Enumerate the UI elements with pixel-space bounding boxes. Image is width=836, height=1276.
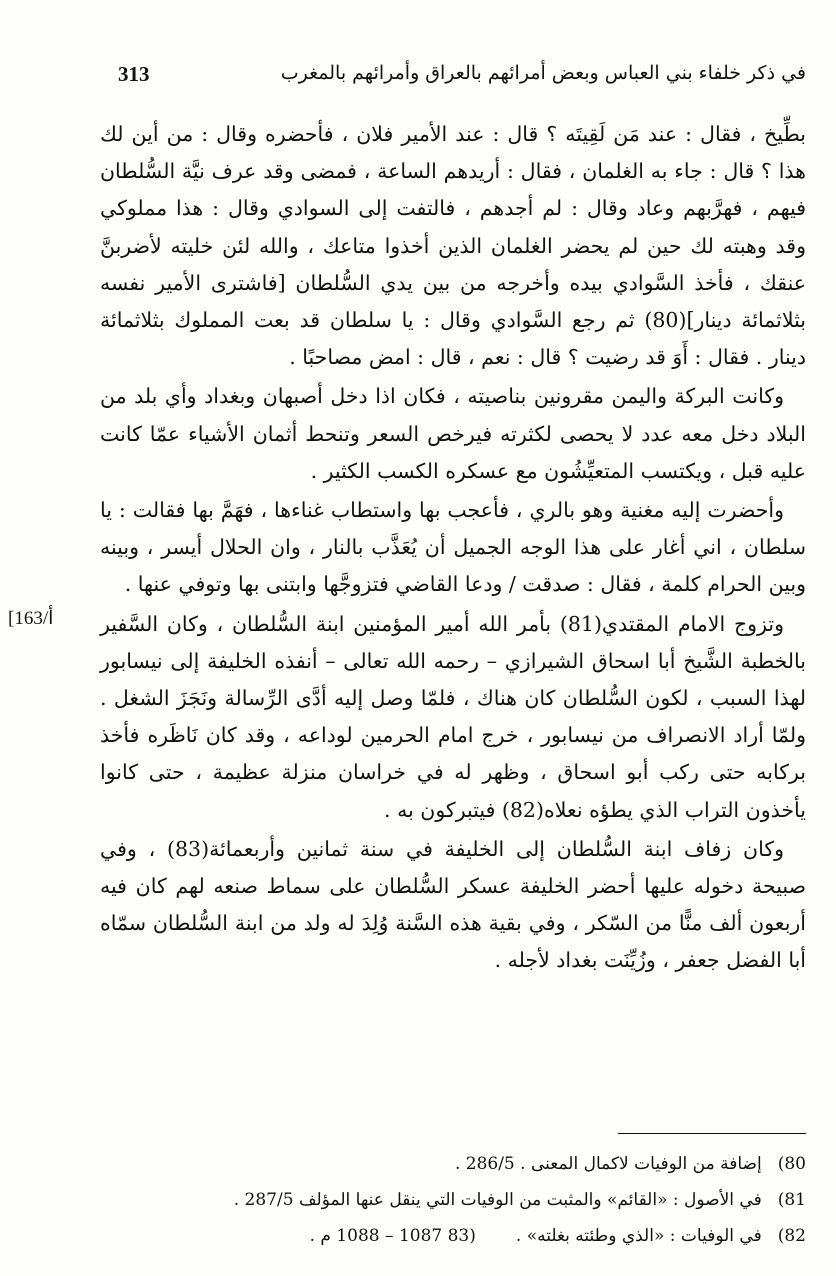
footnote-divider [618, 1133, 806, 1134]
running-title: في ذكر خلفاء بني العباس وبعض أمرائهم بالعراق وأمرائهم بالمغرب [280, 62, 806, 84]
page-number: 313 [118, 62, 150, 86]
footnote [150, 1182, 806, 1218]
footnote-number: 82) [777, 1226, 806, 1246]
manuscript-folio-note: [163/أ [8, 608, 54, 629]
paragraph: وأحضرت إليه مغنية وهو بالري ، فأعجب بها واستطاب غناءها ، فهَمَّ بها فقالت : يا سلطان ، اني أغار على هذا الوجه الجميل أن يُعَذَّب بالنار ، وان الحلال أيسر ، وبينه وبين الحرام كلمة ، فقال : صدقت / ودعا القاضي فتزوجَّها وابتنى بها وتوفي عنها . [100, 498, 806, 597]
footnote-text: في الأصول : «القائم» والمثبت من الوفيات التي ينقل عنها المؤلف 287/5 . [233, 1190, 762, 1210]
footnote-number: 81) [777, 1190, 806, 1210]
paragraph: بطِّيخ ، فقال : عند مَن لَقِيتَه ؟ قال : عند الأمير فلان ، فأحضره وقال : من أين لك هذا ؟ قال : جاء به الغلمان ، فقال : أريدهم الساعة ، فمضى وقد عرف نيَّة السُّلطان فيهم ، فهرَّبهم وعاد وقال : لم أجدهم ، فالتفت إلى السوادي وقال : هذا مملوكي وقد وهبته لك حين لم يحضر الغلمان الذين أخذوا متاعك ، والله لئن خليته لأضربنَّ عنقك ، فأخذ السَّوادي بيده وأخرجه من بين يدي السُّلطان [فاشترى الأمير نفسه بثلاثمائة دينار](80) ثم رجع السَّوادي وقال : يا سلطان قد بعت المملوك بثلاثمائة دينار . فقال : أَوَ قد رضيت ؟ قال : نعم ، قال : امض مصاحبًا . [100, 122, 806, 370]
footnote-text: في الوفيات : «الذي وطئته بغلته» . [515, 1226, 762, 1246]
paragraph: وكانت البركة واليمن مقرونين بناصيته ، فكان اذا دخل أصبهان وبغداد وأي بلد من البلاد دخل معه عدد لا يحصى لكثرته فيرخص السعر وتنحط أثمان الأشياء عمّا كانت عليه قبل ، ويكتسب المتعيِّشُون مع عسكره الكسب الكثير . [100, 384, 806, 483]
main-text [100, 116, 806, 980]
footnote-text: (83 1087 – 1088 م . [309, 1226, 476, 1246]
paragraph: وكان زفاف ابنة السُّلطان إلى الخليفة في سنة ثمانين وأربعمائة(83) ، وفي صبيحة دخوله عليها أحضر الخليفة عسكر السُّلطان على سماط صنعه لهم كان فيه أربعون ألف منًّا من السّكر ، وفي بقية هذه السَّنة وُلِدَ له ولد من ابنة السُّلطان سمّاه أبا الفضل جعفر ، وزُيِّنَت بغداد لأجله . [100, 836, 806, 973]
footnotes [150, 1146, 806, 1254]
footnote-text: إضافة من الوفيات لاكمال المعنى . 286/5 . [454, 1154, 762, 1174]
footnote-number: 80) [777, 1154, 806, 1174]
footnote [150, 1218, 806, 1254]
paragraph: وتزوج الامام المقتدي(81) بأمر الله أمير المؤمنين ابنة السُّلطان ، وكان السَّفير بالخطبة الشَّيخ أبا اسحاق الشيرازي – رحمه الله تعالى – أنفذه الخليفة إلى نيسابور لهذا السبب ، لكون السُّلطان كان هناك ، فلمّا وصل إليه أدَّى الرِّسالة ونَجَزَ الشغل . ولمّا أراد الانصراف من نيسابور ، خرج امام الحرمين لوداعه ، وقد كان نَاظَره فأخذ بركابه حتى ركب أبو اسحاق ، وظهر له في خراسان منزلة عظيمة ، حتى كانوا يأخذون التراب الذي يطؤه نعلاه(82) فيتبركون به . [100, 611, 806, 822]
footnote [150, 1146, 806, 1182]
